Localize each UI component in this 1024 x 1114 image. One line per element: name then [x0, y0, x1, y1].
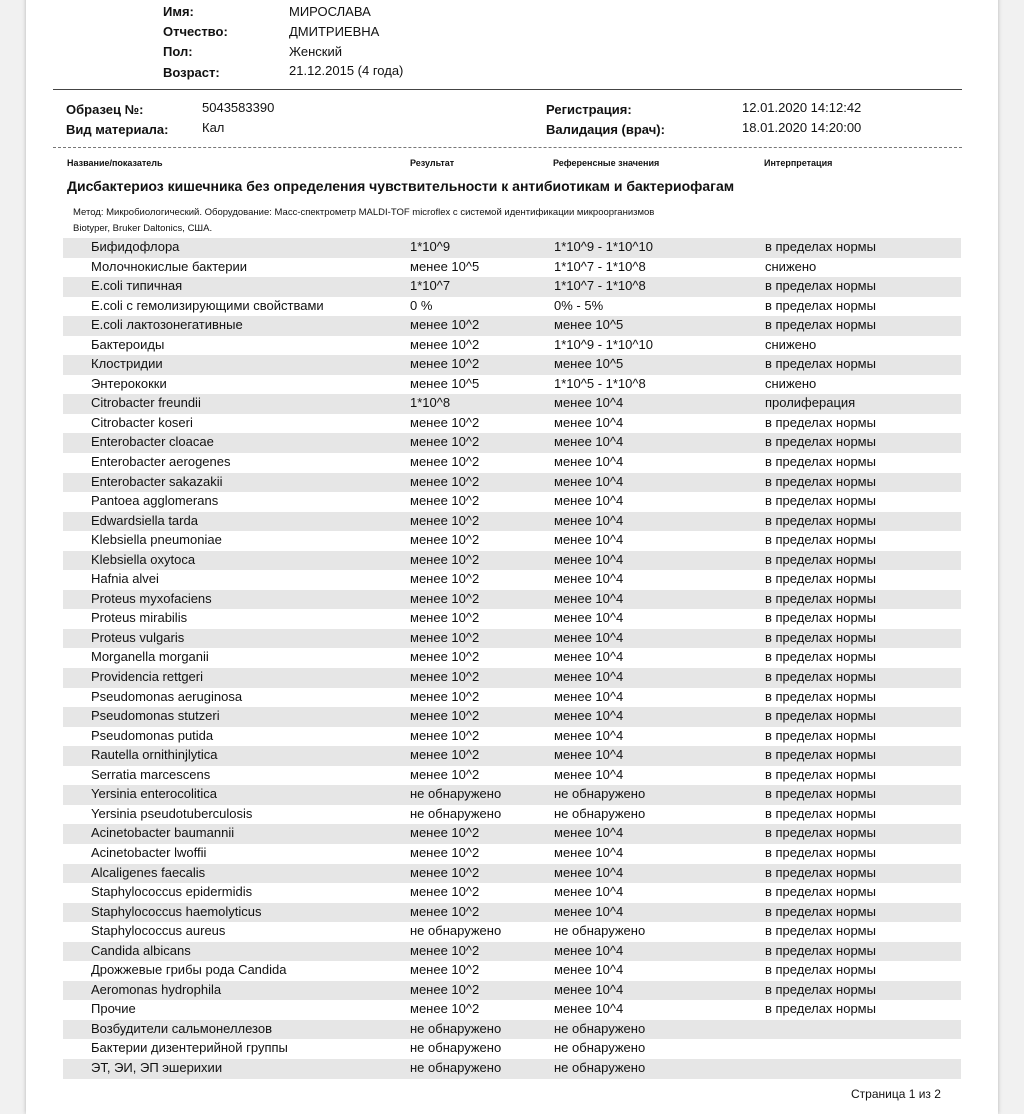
- cell-reference: менее 10^4: [554, 942, 624, 958]
- table-row: [63, 414, 961, 434]
- cell-interpretation: в пределах нормы: [765, 629, 876, 645]
- cell-interpretation: в пределах нормы: [765, 727, 876, 743]
- table-row: [63, 277, 961, 297]
- divider-solid: [53, 89, 962, 90]
- table-row: [63, 629, 961, 649]
- cell-name: Hafnia alvei: [91, 571, 159, 587]
- patient-sex-label: Пол:: [163, 44, 193, 59]
- cell-interpretation: в пределах нормы: [765, 844, 876, 860]
- cell-result: менее 10^2: [410, 493, 480, 509]
- cell-result: менее 10^2: [410, 356, 480, 372]
- registration-label: Регистрация:: [546, 102, 632, 117]
- table-row: [63, 453, 961, 473]
- cell-name: Бифидофлора: [91, 239, 180, 254]
- cell-reference: менее 10^5: [554, 317, 624, 333]
- cell-result: менее 10^2: [410, 512, 480, 528]
- cell-interpretation: в пределах нормы: [765, 356, 876, 372]
- cell-interpretation: в пределах нормы: [765, 747, 876, 763]
- cell-interpretation: в пределах нормы: [765, 981, 876, 997]
- cell-interpretation: в пределах нормы: [765, 825, 876, 841]
- cell-interpretation: в пределах нормы: [765, 610, 876, 626]
- sample-number: 5043583390: [202, 100, 275, 115]
- cell-result: менее 10^2: [410, 884, 480, 900]
- patient-sex: Женский: [289, 44, 342, 59]
- cell-reference: 1*10^7 - 1*10^8: [554, 278, 646, 294]
- column-header-name: Название/показатель: [67, 158, 163, 168]
- cell-result: не обнаружено: [410, 1059, 502, 1075]
- table-row: [63, 531, 961, 551]
- cell-interpretation: в пределах нормы: [765, 317, 876, 333]
- cell-reference: менее 10^4: [554, 708, 624, 724]
- cell-name: Pantoea agglomerans: [91, 493, 219, 509]
- cell-interpretation: в пределах нормы: [765, 414, 876, 430]
- table-row: [63, 590, 961, 610]
- cell-name: Pseudomonas stutzeri: [91, 708, 220, 724]
- cell-reference: не обнаружено: [554, 1059, 646, 1075]
- table-row: [63, 316, 961, 336]
- cell-result: менее 10^2: [410, 414, 480, 430]
- table-row: [63, 981, 961, 1001]
- cell-reference: менее 10^5: [554, 356, 624, 372]
- cell-reference: менее 10^4: [554, 434, 624, 450]
- table-row: [63, 394, 961, 414]
- cell-reference: менее 10^4: [554, 610, 624, 626]
- cell-name: Возбудители сальмонеллезов: [91, 1020, 273, 1036]
- cell-interpretation: снижено: [765, 258, 817, 274]
- cell-name: Candida albicans: [91, 942, 191, 958]
- cell-reference: менее 10^4: [554, 669, 624, 685]
- cell-interpretation: в пределах нормы: [765, 669, 876, 685]
- cell-reference: менее 10^4: [554, 414, 624, 430]
- cell-name: Proteus vulgaris: [91, 629, 185, 645]
- material-value: Кал: [202, 120, 225, 135]
- cell-reference: менее 10^4: [554, 962, 624, 978]
- cell-result: менее 10^2: [410, 708, 480, 724]
- cell-interpretation: в пределах нормы: [765, 454, 876, 470]
- cell-result: менее 10^2: [410, 766, 480, 782]
- table-row: [63, 492, 961, 512]
- cell-result: менее 10^2: [410, 551, 480, 567]
- cell-result: менее 10^2: [410, 942, 480, 958]
- cell-reference: менее 10^4: [554, 571, 624, 587]
- table-row: [63, 922, 961, 942]
- cell-name: Aeromonas hydrophila: [91, 981, 222, 997]
- cell-reference: менее 10^4: [554, 747, 624, 763]
- cell-name: Staphylococcus aureus: [91, 923, 226, 939]
- cell-reference: менее 10^4: [554, 551, 624, 567]
- table-row: [63, 883, 961, 903]
- cell-interpretation: в пределах нормы: [765, 923, 876, 939]
- cell-name: Citrobacter freundii: [91, 395, 201, 411]
- table-row: [63, 961, 961, 981]
- table-row: [63, 609, 961, 629]
- cell-result: менее 10^2: [410, 532, 480, 548]
- cell-result: менее 10^2: [410, 962, 480, 978]
- cell-result: менее 10^2: [410, 649, 480, 665]
- cell-interpretation: в пределах нормы: [765, 805, 876, 821]
- table-row: [63, 648, 961, 668]
- cell-name: Serratia marcescens: [91, 766, 211, 782]
- cell-name: Alcaligenes faecalis: [91, 864, 206, 880]
- cell-result: менее 10^2: [410, 317, 480, 333]
- cell-interpretation: в пределах нормы: [765, 512, 876, 528]
- cell-result: не обнаружено: [410, 923, 502, 939]
- material-label: Вид материала:: [66, 122, 169, 137]
- cell-interpretation: в пределах нормы: [765, 903, 876, 919]
- table-row: [63, 727, 961, 747]
- cell-name: Pseudomonas aeruginosa: [91, 688, 243, 704]
- cell-name: Бактерии дизентерийной группы: [91, 1040, 288, 1056]
- cell-reference: менее 10^4: [554, 864, 624, 880]
- table-row: [63, 903, 961, 923]
- cell-reference: менее 10^4: [554, 454, 624, 470]
- cell-result: 1*10^8: [410, 395, 451, 411]
- patient-name-label: Имя:: [163, 4, 194, 19]
- column-header-reference: Референсные значения: [553, 158, 660, 168]
- cell-result: менее 10^2: [410, 844, 480, 860]
- report-page: [26, 0, 998, 1114]
- cell-reference: 1*10^9 - 1*10^10: [554, 336, 653, 352]
- cell-interpretation: пролиферация: [765, 395, 856, 411]
- cell-reference: не обнаружено: [554, 805, 646, 821]
- cell-interpretation: в пределах нормы: [765, 278, 876, 294]
- cell-interpretation: снижено: [765, 336, 817, 352]
- sample-number-label: Образец №:: [66, 102, 144, 117]
- table-row: [63, 785, 961, 805]
- cell-interpretation: в пределах нормы: [765, 571, 876, 587]
- cell-name: Acinetobacter lwoffii: [91, 844, 207, 860]
- table-row: [63, 746, 961, 766]
- cell-reference: менее 10^4: [554, 493, 624, 509]
- table-row: [63, 668, 961, 688]
- table-row: [63, 942, 961, 962]
- table-row: [63, 1059, 961, 1079]
- cell-name: Proteus mirabilis: [91, 610, 188, 626]
- cell-result: 1*10^9: [410, 239, 451, 254]
- cell-reference: менее 10^4: [554, 844, 624, 860]
- cell-name: Pseudomonas putida: [91, 727, 214, 743]
- cell-reference: менее 10^4: [554, 1001, 624, 1017]
- cell-name: Proteus myxofaciens: [91, 590, 212, 606]
- cell-interpretation: в пределах нормы: [765, 962, 876, 978]
- cell-interpretation: в пределах нормы: [765, 864, 876, 880]
- cell-result: не обнаружено: [410, 1040, 502, 1056]
- cell-name: Молочнокислые бактерии: [91, 258, 247, 274]
- cell-reference: менее 10^4: [554, 395, 624, 411]
- cell-interpretation: в пределах нормы: [765, 590, 876, 606]
- cell-result: не обнаружено: [410, 805, 502, 821]
- cell-result: менее 10^2: [410, 629, 480, 645]
- cell-result: не обнаружено: [410, 786, 502, 802]
- cell-name: Клостридии: [91, 356, 163, 372]
- cell-reference: не обнаружено: [554, 786, 646, 802]
- cell-reference: 1*10^7 - 1*10^8: [554, 258, 646, 274]
- cell-reference: менее 10^4: [554, 884, 624, 900]
- table-row: [63, 805, 961, 825]
- cell-reference: менее 10^4: [554, 766, 624, 782]
- table-row: [63, 473, 961, 493]
- column-header-interpretation: Интерпретация: [764, 158, 833, 168]
- table-row: [63, 1039, 961, 1059]
- cell-name: Enterobacter sakazakii: [91, 473, 223, 489]
- cell-reference: менее 10^4: [554, 629, 624, 645]
- cell-reference: 1*10^5 - 1*10^8: [554, 375, 646, 391]
- cell-name: Klebsiella oxytoca: [91, 551, 196, 567]
- cell-interpretation: в пределах нормы: [765, 688, 876, 704]
- patient-patronymic-label: Отчество:: [163, 24, 228, 39]
- cell-name: Дрожжевые грибы рода Candida: [91, 962, 287, 978]
- table-row: [63, 336, 961, 356]
- cell-reference: менее 10^4: [554, 825, 624, 841]
- table-row: [63, 375, 961, 395]
- cell-reference: менее 10^4: [554, 473, 624, 489]
- patient-patronymic: ДМИТРИЕВНА: [289, 24, 380, 39]
- table-row: [63, 570, 961, 590]
- cell-interpretation: в пределах нормы: [765, 649, 876, 665]
- registration-datetime: 12.01.2020 14:12:42: [742, 100, 862, 115]
- method-line-2: Biotyper, Bruker Daltonics, США.: [73, 223, 213, 234]
- patient-age: 21.12.2015 (4 года): [289, 63, 404, 78]
- cell-name: Morganella morganii: [91, 649, 209, 665]
- cell-result: менее 10^2: [410, 727, 480, 743]
- cell-name: Staphylococcus epidermidis: [91, 884, 253, 900]
- cell-reference: не обнаружено: [554, 923, 646, 939]
- cell-name: Providencia rettgeri: [91, 669, 203, 685]
- cell-result: менее 10^2: [410, 434, 480, 450]
- cell-name: Edwardsiella tarda: [91, 512, 198, 528]
- cell-result: менее 10^2: [410, 1001, 480, 1017]
- table-row: [63, 238, 961, 258]
- cell-result: менее 10^2: [410, 864, 480, 880]
- cell-interpretation: в пределах нормы: [765, 434, 876, 450]
- cell-result: менее 10^5: [410, 258, 480, 274]
- cell-name: Citrobacter koseri: [91, 414, 193, 430]
- cell-interpretation: в пределах нормы: [765, 239, 876, 254]
- cell-interpretation: в пределах нормы: [765, 551, 876, 567]
- cell-interpretation: в пределах нормы: [765, 473, 876, 489]
- cell-result: менее 10^2: [410, 688, 480, 704]
- cell-result: менее 10^2: [410, 571, 480, 587]
- cell-reference: менее 10^4: [554, 903, 624, 919]
- cell-result: не обнаружено: [410, 1020, 502, 1036]
- cell-result: менее 10^2: [410, 610, 480, 626]
- cell-interpretation: в пределах нормы: [765, 493, 876, 509]
- cell-interpretation: в пределах нормы: [765, 942, 876, 958]
- cell-interpretation: в пределах нормы: [765, 532, 876, 548]
- cell-name: Staphylococcus haemolyticus: [91, 903, 262, 919]
- method-line-1: Метод: Микробиологический. Оборудование: Масс-спектрометр MALDI-TOF microflex с системой идентификации микроорганизмов: [73, 207, 655, 218]
- cell-result: менее 10^2: [410, 903, 480, 919]
- cell-interpretation: снижено: [765, 375, 817, 391]
- cell-name: Прочие: [91, 1001, 136, 1017]
- cell-interpretation: в пределах нормы: [765, 708, 876, 724]
- cell-interpretation: в пределах нормы: [765, 786, 876, 802]
- cell-reference: менее 10^4: [554, 981, 624, 997]
- table-row: [63, 844, 961, 864]
- patient-name: МИРОСЛАВА: [289, 4, 371, 19]
- cell-name: Yersinia enterocolitica: [91, 786, 217, 802]
- cell-interpretation: в пределах нормы: [765, 884, 876, 900]
- cell-result: менее 10^2: [410, 669, 480, 685]
- table-row: [63, 355, 961, 375]
- table-row: [63, 551, 961, 571]
- cell-result: 0 %: [410, 297, 433, 313]
- cell-reference: не обнаружено: [554, 1040, 646, 1056]
- cell-reference: менее 10^4: [554, 649, 624, 665]
- cell-reference: менее 10^4: [554, 512, 624, 528]
- cell-reference: 0% - 5%: [554, 297, 604, 313]
- test-title: Дисбактериоз кишечника без определения чувствительности к антибиотикам и бактериофагам: [67, 178, 735, 194]
- table-row: [63, 766, 961, 786]
- validation-datetime: 18.01.2020 14:20:00: [742, 120, 862, 135]
- cell-name: Acinetobacter baumannii: [91, 825, 235, 841]
- cell-result: менее 10^2: [410, 747, 480, 763]
- cell-result: менее 10^2: [410, 981, 480, 997]
- cell-result: менее 10^2: [410, 336, 480, 352]
- cell-result: менее 10^2: [410, 590, 480, 606]
- table-row: [63, 258, 961, 278]
- cell-reference: менее 10^4: [554, 590, 624, 606]
- cell-result: менее 10^2: [410, 825, 480, 841]
- cell-name: Бактероиды: [91, 336, 165, 352]
- table-row: [63, 297, 961, 317]
- results-table: [63, 238, 961, 1079]
- table-row: [63, 824, 961, 844]
- page-counter: Страница 1 из 2: [851, 1087, 941, 1101]
- cell-name: E.coli с гемолизирующими свойствами: [91, 297, 324, 313]
- table-row: [63, 1020, 961, 1040]
- cell-name: Enterobacter cloacae: [91, 434, 214, 450]
- cell-reference: не обнаружено: [554, 1020, 646, 1036]
- table-row: [63, 433, 961, 453]
- cell-name: Enterobacter aerogenes: [91, 454, 231, 470]
- cell-name: Rautella ornithinjlytica: [91, 747, 218, 763]
- cell-name: E.coli типичная: [91, 278, 183, 294]
- cell-name: ЭТ, ЭИ, ЭП эшерихии: [91, 1059, 223, 1075]
- cell-reference: менее 10^4: [554, 688, 624, 704]
- cell-result: менее 10^2: [410, 454, 480, 470]
- cell-interpretation: в пределах нормы: [765, 1001, 876, 1017]
- cell-reference: 1*10^9 - 1*10^10: [554, 239, 653, 254]
- cell-reference: менее 10^4: [554, 532, 624, 548]
- cell-name: E.coli лактозонегативные: [91, 317, 243, 333]
- table-row: [63, 864, 961, 884]
- table-row: [63, 688, 961, 708]
- cell-name: Энтерококки: [91, 375, 167, 391]
- cell-interpretation: в пределах нормы: [765, 297, 876, 313]
- cell-name: Klebsiella pneumoniae: [91, 532, 222, 548]
- column-header-result: Результат: [410, 158, 455, 168]
- cell-result: менее 10^2: [410, 473, 480, 489]
- cell-name: Yersinia pseudotuberculosis: [91, 805, 253, 821]
- validation-label: Валидация (врач):: [546, 122, 665, 137]
- cell-result: 1*10^7: [410, 278, 451, 294]
- patient-age-label: Возраст:: [163, 65, 220, 80]
- table-row: [63, 1000, 961, 1020]
- divider-dashed: [53, 147, 962, 148]
- cell-reference: менее 10^4: [554, 727, 624, 743]
- cell-result: менее 10^5: [410, 375, 480, 391]
- table-row: [63, 512, 961, 532]
- table-row: [63, 707, 961, 727]
- cell-interpretation: в пределах нормы: [765, 766, 876, 782]
